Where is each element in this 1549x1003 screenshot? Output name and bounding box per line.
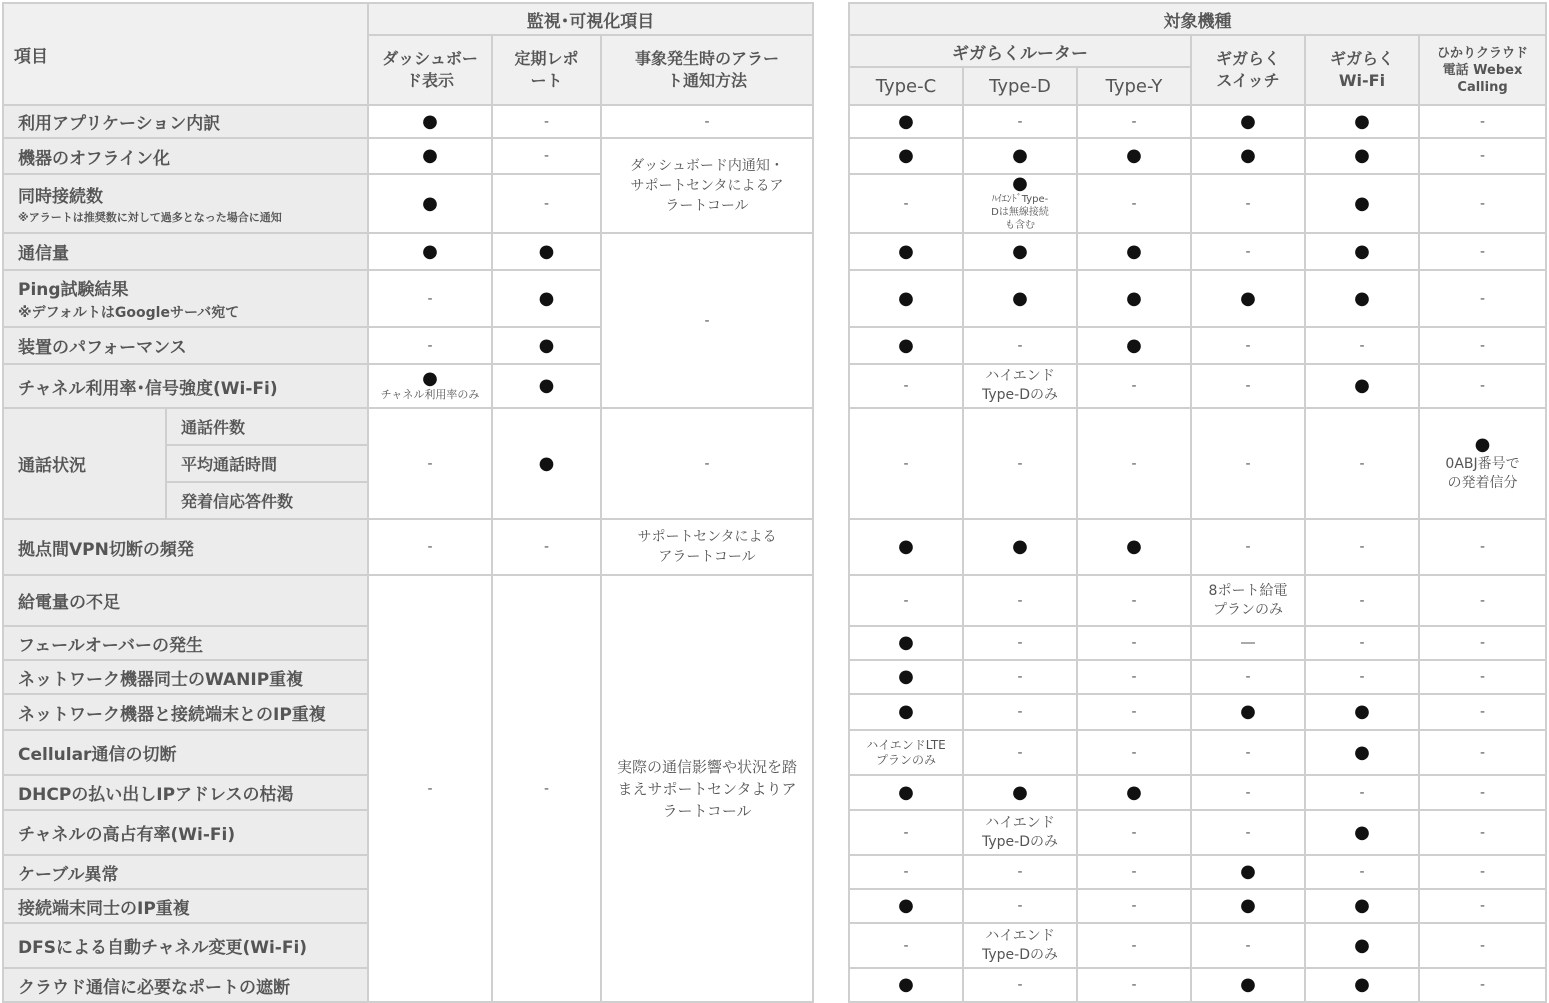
row-label: ネットワーク機器同士のWANIP重複: [3, 660, 368, 694]
dashboard-cell: -: [368, 519, 492, 575]
report-cell: ●: [492, 233, 601, 270]
device-cell: ●: [849, 270, 963, 327]
device-cell: -: [1077, 855, 1191, 889]
device-cell: ●: [849, 660, 963, 694]
device-cell: -: [1419, 575, 1546, 626]
device-cell: -: [1419, 855, 1546, 889]
report-cell: -: [492, 105, 601, 138]
device-cell: -: [963, 327, 1077, 364]
device-cell: ●: [1077, 270, 1191, 327]
device-cell: ●: [1077, 138, 1191, 174]
device-cell: ●: [1305, 233, 1419, 270]
device-cell: -: [1305, 575, 1419, 626]
dashboard-cell-merged: -: [368, 575, 492, 1002]
device-cell: -: [849, 408, 963, 519]
row-label: 接続端末同士のIP重複: [3, 889, 368, 923]
device-cell: ●: [1191, 968, 1305, 1002]
device-cell: -: [849, 364, 963, 408]
report-cell: -: [492, 138, 601, 174]
device-cell: ●: [849, 327, 963, 364]
row-note: ※デフォルトはGoogleサーバ宛て: [18, 305, 240, 321]
device-cell: ●: [1305, 138, 1419, 174]
device-cell: -: [1077, 889, 1191, 923]
device-cell: -: [1077, 174, 1191, 233]
device-cell: -: [1419, 730, 1546, 775]
device-cell: -: [1305, 626, 1419, 660]
switch-header: ギガらくスイッチ: [1191, 35, 1305, 105]
device-cell: -: [1191, 408, 1305, 519]
device-cell: -: [1419, 519, 1546, 575]
device-cell: -: [1419, 660, 1546, 694]
report-cell: ●: [492, 408, 601, 519]
device-cell: -: [1191, 364, 1305, 408]
device-cell: -: [1305, 660, 1419, 694]
item-header: 項目: [3, 3, 368, 105]
device-cell: -: [1077, 364, 1191, 408]
device-cell: -: [1419, 968, 1546, 1002]
device-cell: -: [849, 923, 963, 968]
device-cell: ●: [1077, 327, 1191, 364]
target-devices-table: [848, 2, 1547, 1003]
device-cell: ●: [849, 626, 963, 660]
row-label: フェールオーバーの発生: [3, 626, 368, 660]
dashboard-cell: -: [368, 327, 492, 364]
device-cell: -: [1419, 270, 1546, 327]
device-cell: -: [1419, 138, 1546, 174]
device-cell: ●: [849, 889, 963, 923]
device-cell: ●: [1191, 889, 1305, 923]
device-cell: ●: [849, 519, 963, 575]
report-cell: -: [492, 174, 601, 233]
target-devices-header: 対象機種: [849, 3, 1546, 35]
dashboard-cell: ●: [368, 138, 492, 174]
device-cell: -: [1419, 105, 1546, 138]
dashboard-cell: ●: [368, 233, 492, 270]
device-cell: -: [963, 626, 1077, 660]
type-y-header: Type-Y: [1077, 67, 1191, 105]
device-cell: -: [1077, 730, 1191, 775]
device-cell: ●: [1191, 855, 1305, 889]
type-c-header: Type-C: [849, 67, 963, 105]
device-cell: ●: [849, 775, 963, 810]
alert-cell-dashboard-support: ダッシュボード内通知・サポートセンタによるアラートコール: [601, 138, 813, 233]
device-cell: ―: [1191, 626, 1305, 660]
device-cell: -: [1191, 174, 1305, 233]
dashboard-cell: ●: [368, 105, 492, 138]
type-d-header: Type-D: [963, 67, 1077, 105]
row-note: ※アラートは推奨数に対して過多となった場合に通知: [18, 211, 282, 224]
device-cell: -: [963, 968, 1077, 1002]
report-header: 定期レポート: [492, 35, 601, 105]
report-cell: ●: [492, 327, 601, 364]
device-cell: -: [1077, 810, 1191, 855]
device-cell: -: [1305, 855, 1419, 889]
device-cell: -: [1191, 233, 1305, 270]
row-label: DFSによる自動チャネル変更(Wi-Fi): [3, 923, 368, 968]
row-label: ケーブル異常: [3, 855, 368, 889]
alert-cell: -: [601, 105, 813, 138]
device-cell: ●: [849, 233, 963, 270]
router-header: ギガらくルーター: [849, 35, 1191, 67]
alert-cell-actual: 実際の通信影響や状況を踏まえサポートセンタよりアラートコール: [601, 575, 813, 1002]
device-cell: ●: [1077, 519, 1191, 575]
device-cell: ●: [1305, 364, 1419, 408]
device-cell: -: [1305, 408, 1419, 519]
device-cell: -: [849, 810, 963, 855]
report-cell: -: [492, 519, 601, 575]
device-cell: -: [1077, 660, 1191, 694]
device-cell: -: [963, 575, 1077, 626]
row-label: クラウド通信に必要なポートの遮断: [3, 968, 368, 1002]
report-cell-merged: -: [492, 575, 601, 1002]
webex-header: ひかりクラウド電話 Webex Calling: [1419, 35, 1546, 105]
device-cell: -: [1077, 575, 1191, 626]
device-cell-highend-type-d: ハイエンドType-Dのみ: [963, 364, 1077, 408]
row-label: 拠点間VPN切断の頻発: [3, 519, 368, 575]
row-label: Ping試験結果 ※デフォルトはGoogleサーバ宛て: [3, 270, 368, 327]
wifi-header: ギガらくWi-Fi: [1305, 35, 1419, 105]
device-cell: -: [1077, 923, 1191, 968]
device-cell-webex-call: ● 0ABJ番号での発着信分: [1419, 408, 1546, 519]
device-cell: ●: [1305, 174, 1419, 233]
device-cell: -: [1419, 889, 1546, 923]
device-cell-poe: 8ポート給電プランのみ: [1191, 575, 1305, 626]
device-cell: -: [849, 575, 963, 626]
device-cell-type-d-wireless: ● ﾊｲｴﾝﾄﾞType-Dは無線接続も含む: [963, 174, 1077, 233]
device-cell: ●: [849, 138, 963, 174]
device-cell: -: [1191, 519, 1305, 575]
dashboard-cell: ●: [368, 174, 492, 233]
dashboard-cell: -: [368, 270, 492, 327]
row-label: 通信量: [3, 233, 368, 270]
device-cell: ●: [963, 233, 1077, 270]
alert-cell-none: -: [601, 233, 813, 408]
device-cell: ●: [1305, 889, 1419, 923]
device-cell: ●: [1305, 730, 1419, 775]
device-cell: ●: [1191, 105, 1305, 138]
call-status-label: 通話状況: [3, 408, 166, 519]
device-cell: ●: [1191, 270, 1305, 327]
device-cell: -: [963, 730, 1077, 775]
row-label: ネットワーク機器と接続端末とのIP重複: [3, 694, 368, 730]
device-cell: -: [1191, 775, 1305, 810]
device-cell-highend-lte: ハイエンドLTEプランのみ: [849, 730, 963, 775]
device-cell: ●: [1305, 105, 1419, 138]
report-cell: ●: [492, 364, 601, 408]
device-cell: -: [1419, 174, 1546, 233]
device-cell: -: [963, 660, 1077, 694]
device-cell: -: [1191, 923, 1305, 968]
device-cell: -: [849, 174, 963, 233]
device-cell: -: [1419, 810, 1546, 855]
device-cell: ●: [1305, 810, 1419, 855]
device-cell: ●: [1191, 694, 1305, 730]
device-cell: -: [963, 105, 1077, 138]
alert-cell: -: [601, 408, 813, 519]
row-label: チャネルの高占有率(Wi-Fi): [3, 810, 368, 855]
report-cell: ●: [492, 270, 601, 327]
dashboard-header: ダッシュボード表示: [368, 35, 492, 105]
dashboard-cell: ● チャネル利用率のみ: [368, 364, 492, 408]
device-cell: -: [1419, 327, 1546, 364]
row-label: 給電量の不足: [3, 575, 368, 626]
device-cell: -: [1305, 519, 1419, 575]
row-label: 機器のオフライン化: [3, 138, 368, 174]
device-cell: ●: [1191, 138, 1305, 174]
alert-cell-support: サポートセンタによるアラートコール: [601, 519, 813, 575]
device-cell: -: [1419, 694, 1546, 730]
device-cell: -: [1419, 626, 1546, 660]
device-cell: -: [1191, 660, 1305, 694]
device-cell-highend-type-d: ハイエンドType-Dのみ: [963, 923, 1077, 968]
device-cell: ●: [849, 694, 963, 730]
call-sub-label: 平均通話時間: [166, 445, 368, 482]
device-cell: ●: [1077, 233, 1191, 270]
device-cell: -: [849, 855, 963, 889]
row-label: チャネル利用率･信号強度(Wi-Fi): [3, 364, 368, 408]
device-cell: ●: [849, 105, 963, 138]
alert-header: 事象発生時のアラート通知方法: [601, 35, 813, 105]
dashboard-cell: -: [368, 408, 492, 519]
device-cell: -: [1191, 810, 1305, 855]
device-cell: -: [963, 408, 1077, 519]
device-cell: -: [1191, 730, 1305, 775]
device-cell: -: [1077, 968, 1191, 1002]
device-cell: -: [1191, 327, 1305, 364]
device-cell: ●: [963, 775, 1077, 810]
row-label: 同時接続数 ※アラートは推奨数に対して過多となった場合に通知: [3, 174, 368, 233]
device-cell: -: [1419, 233, 1546, 270]
call-sub-label: 通話件数: [166, 408, 368, 445]
row-label: 装置のパフォーマンス: [3, 327, 368, 364]
call-sub-label: 発着信応答件数: [166, 482, 368, 519]
monitoring-group-header: 監視･可視化項目: [368, 3, 813, 35]
row-label: DHCPの払い出しIPアドレスの枯渇: [3, 775, 368, 810]
device-cell: ●: [1305, 270, 1419, 327]
device-cell: ●: [963, 519, 1077, 575]
device-cell: -: [1077, 626, 1191, 660]
device-cell: ●: [1305, 923, 1419, 968]
device-cell: -: [1077, 105, 1191, 138]
monitoring-items-table: [2, 2, 814, 1003]
device-cell: -: [1419, 923, 1546, 968]
row-label: 利用アプリケーション内訳: [3, 105, 368, 138]
device-cell: -: [1077, 408, 1191, 519]
device-cell: ●: [849, 968, 963, 1002]
device-cell: ●: [1305, 694, 1419, 730]
device-cell: ●: [963, 270, 1077, 327]
device-cell: -: [1419, 364, 1546, 408]
device-cell: ●: [1305, 968, 1419, 1002]
device-cell: -: [1419, 775, 1546, 810]
row-label: Cellular通信の切断: [3, 730, 368, 775]
device-cell: -: [1305, 327, 1419, 364]
device-cell: ●: [1077, 775, 1191, 810]
device-cell: -: [963, 855, 1077, 889]
device-cell: -: [1305, 775, 1419, 810]
device-cell: ●: [963, 138, 1077, 174]
device-cell: -: [963, 889, 1077, 923]
device-cell: -: [1077, 694, 1191, 730]
device-cell-highend-type-d: ハイエンドType-Dのみ: [963, 810, 1077, 855]
device-cell: -: [963, 694, 1077, 730]
